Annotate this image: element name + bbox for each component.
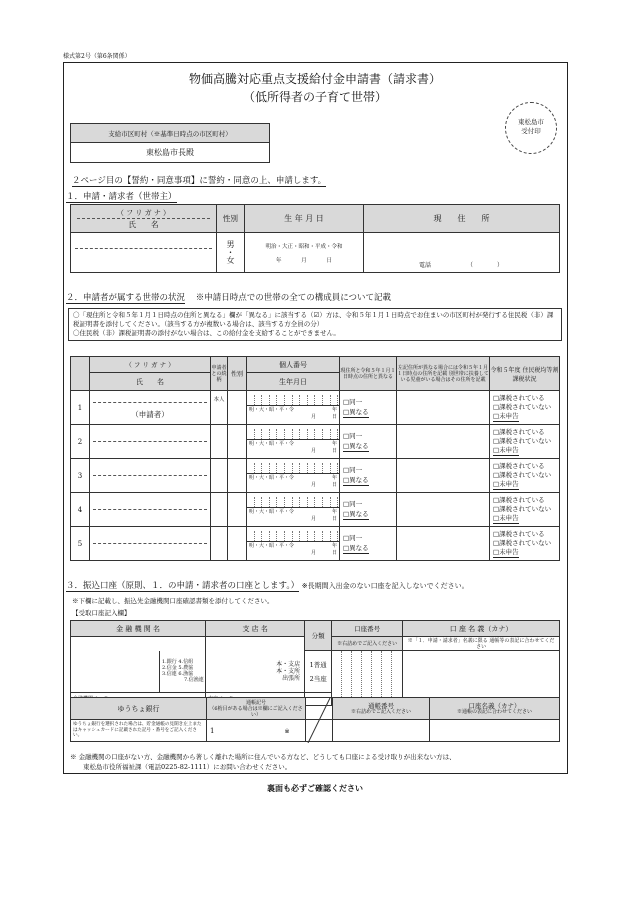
pledge-text: ２ページ目の【誓約・同意事項】に誓約・同意の上、申請します。 (72, 176, 327, 186)
taxed-checkbox[interactable]: □ 課税されている (493, 428, 559, 437)
furigana-header: （ フ リ ガ ナ ） (77, 208, 210, 219)
addr-detail-cell[interactable] (397, 527, 490, 561)
relation-cell[interactable] (211, 459, 228, 493)
yucho-table (70, 697, 560, 742)
relation-cell[interactable] (211, 527, 228, 561)
branch-name-header: 支 店 名 (206, 621, 305, 637)
member-gender-cell[interactable] (228, 425, 247, 459)
address-cell[interactable] (364, 233, 560, 273)
undeclared-checkbox[interactable]: □ 未申告 (493, 446, 519, 456)
footer-note2: 東松島市役所福祉課（電話0225-82-1111）にお問い合わせください。 (83, 763, 292, 771)
holder2-input[interactable] (430, 720, 560, 742)
yucho-note: ゆうちょ銀行を選択された場合は、貯金通帳の見開き左上またはキャッシュカードに記載された記号・番号をご記入ください。 (71, 720, 207, 742)
member-name-cell[interactable] (90, 527, 211, 561)
h-addr-diff: 現住所と令和５年１月１日時点の住所と異なる (340, 357, 397, 391)
addr-diff-cell[interactable] (340, 459, 397, 493)
same-checkbox[interactable]: □ 同一 (343, 533, 396, 543)
taxed-checkbox[interactable]: □ 課税されている (493, 462, 559, 471)
passbook-symbol-header: 通帳記号 （6桁目がある場合は※欄にご記入ください） (207, 698, 306, 720)
applicant-name-cell[interactable] (71, 233, 217, 273)
not-taxed-checkbox[interactable]: □ 課税されていない (493, 539, 559, 548)
household-row (71, 425, 560, 459)
same-checkbox[interactable]: □ 同一 (343, 465, 396, 475)
not-taxed-checkbox[interactable]: □ 課税されていない (493, 505, 559, 514)
holder-note: ※「１．申請・請求者」名義に限る 通帳等の表記に合わせてください (403, 637, 560, 651)
row-number: 3 (71, 459, 90, 493)
account-box-label: 【受取口座記入欄】 (72, 609, 131, 617)
form-number: 様式第2号（第6条関係） (63, 53, 131, 60)
mynumber-dob-cell[interactable]: 明・大・昭・平・令 年 月 日 (247, 527, 340, 561)
different-checkbox[interactable]: □ 異なる (343, 543, 369, 554)
municipality-box (70, 123, 270, 163)
tax-status-cell[interactable] (490, 493, 560, 527)
section2-heading: ２．申請者が属する世帯の状況 (66, 293, 186, 303)
different-checkbox[interactable]: □ 異なる (343, 509, 369, 520)
row-number: 2 (71, 425, 90, 459)
note1: 〇「現住所と令和５年１月１日時点の住所と異なる」欄が「異なる」に該当する（☑）方は、令和５年１月１日時点でお住まいの市区町村が発行する住民税（非）課税証明書を添付してください。（該当する方が複数いる場合は、該当する方全員の分） (73, 311, 554, 328)
household-row (71, 527, 560, 561)
footer-notes (70, 752, 562, 772)
passbook-number-input[interactable] (333, 720, 430, 742)
addr-detail-cell[interactable] (397, 425, 490, 459)
row-number: 1 (71, 391, 90, 425)
same-checkbox[interactable]: □ 同一 (343, 397, 396, 407)
h-relation: 申請者との続柄 (211, 357, 228, 391)
phone-paren: （ ） (466, 262, 503, 269)
relation-cell[interactable]: 本人 (211, 391, 228, 425)
address-header: 現 住 所 (364, 205, 560, 233)
row-number: 4 (71, 493, 90, 527)
footer-note1: ※ 金融機関の口座がない方、金融機関から著しく離れた場所に住んでいる方など、どうしても口座による受け取りが出来ない方は、 (70, 753, 456, 761)
h-addr-detail: 左記住所が異なる場合には令和５年１月１日時点の住所を記載 別世帯に扶養している児童がいる場合はその住所を記載 (397, 357, 490, 391)
form-title: 物価高騰対応重点支援給付金申請書（請求書） (188, 72, 441, 86)
taxed-checkbox[interactable]: □ 課税されている (493, 496, 559, 505)
relation-cell[interactable] (211, 493, 228, 527)
member-name-cell[interactable] (90, 425, 211, 459)
back-notice: 裏面も必ずご確認ください (267, 783, 363, 793)
addr-diff-cell[interactable] (340, 527, 397, 561)
account-no-note: ※右詰めでご記入ください (332, 637, 403, 651)
undeclared-checkbox[interactable]: □ 未申告 (493, 412, 519, 422)
mynumber-dob-cell[interactable]: 明・大・昭・平・令 年 月 日 (247, 425, 340, 459)
holder-header: 口 座 名 義（カナ） (403, 621, 560, 637)
h-gender: 性別 (228, 357, 247, 391)
addr-diff-cell[interactable] (340, 425, 397, 459)
household-table (70, 356, 560, 561)
row-number: 5 (71, 527, 90, 561)
addr-diff-cell[interactable] (340, 391, 397, 425)
phone-label: 電話 (419, 262, 432, 269)
bank-name-input[interactable] (71, 651, 160, 693)
mynumber-dob-cell[interactable]: 明・大・昭・平・令 年 月 日 (247, 459, 340, 493)
not-taxed-checkbox[interactable]: □ 課税されていない (493, 403, 559, 412)
form-subtitle: （低所得者の子育て世帯） (242, 90, 387, 104)
reception-stamp: 東松島市 受付印 (505, 102, 557, 154)
tax-status-cell[interactable] (490, 459, 560, 493)
addr-detail-cell[interactable] (397, 391, 490, 425)
municipality-label: 支給市区町村（※基準日時点の市区町村） (71, 124, 270, 143)
gender-header: 性別 (217, 205, 245, 233)
section3-heading-note: ※長期間入出金のない口座を記入しないでください。 (301, 582, 469, 590)
different-checkbox[interactable]: □ 異なる (343, 407, 369, 418)
bank-type-options[interactable]: 1.銀行 4.信組 2.信金 5.農協 3.信連 6.漁協 7.信漁連 (160, 651, 206, 693)
h-name: 氏 名 (90, 373, 211, 391)
member-gender-cell[interactable] (228, 459, 247, 493)
account-no-header: 口座番号 (332, 621, 403, 637)
household-row (71, 391, 560, 425)
relation-cell[interactable] (211, 425, 228, 459)
section3-instruction: ※下欄に記載し、振込先金融機関口座確認書類を添付してください。 (72, 597, 274, 605)
branch-type-options[interactable]: 本・支店 本・支所 出張所 (206, 651, 305, 693)
member-name-cell[interactable] (90, 459, 211, 493)
taxed-checkbox[interactable]: □ 課税されている (493, 394, 559, 403)
undeclared-checkbox[interactable]: □ 未申告 (493, 514, 519, 524)
passbook-number-header: 通帳番号 ※右詰めでご記入ください (333, 698, 430, 720)
different-checkbox[interactable]: □ 異なる (343, 475, 369, 486)
undeclared-checkbox[interactable]: □ 未申告 (493, 480, 519, 490)
addr-detail-cell[interactable] (397, 459, 490, 493)
tax-status-cell[interactable] (490, 391, 560, 425)
section1-heading: １．申請・請求者（世帯主） (66, 192, 177, 202)
member-name-cell[interactable] (90, 493, 211, 527)
name-header: 氏 名 (128, 219, 159, 229)
gender-cell[interactable]: 男 ・ 女 (217, 233, 245, 273)
member-gender-cell[interactable] (228, 493, 247, 527)
h-tax: 令和５年度 住民税均等割課税状況 (490, 357, 560, 391)
section2-heading-row (66, 291, 391, 303)
passbook-symbol-input[interactable]: 1 ※ (207, 720, 306, 742)
h-mynumber: 個人番号 (247, 357, 340, 373)
different-checkbox[interactable]: □ 異なる (343, 441, 369, 452)
member-gender-cell[interactable] (228, 527, 247, 561)
bank-table (70, 620, 560, 706)
mynumber-dob-cell[interactable]: 明・大・昭・平・令 年 月 日 (247, 493, 340, 527)
not-taxed-checkbox[interactable]: □ 課税されていない (493, 437, 559, 446)
household-row (71, 459, 560, 493)
member-name-cell[interactable]: （申請者） (90, 391, 211, 425)
slash-cell (306, 698, 333, 720)
note2: 〇住民税（非）課税証明書の添付がない場合は、この給付金を支給することができません。 (73, 329, 340, 337)
dob-cell[interactable]: 明治・大正・昭和・平成・令和 年 月 日 (245, 233, 364, 273)
municipality-value: 東松島市長殿 (71, 143, 270, 163)
addr-detail-cell[interactable] (397, 493, 490, 527)
not-taxed-checkbox[interactable]: □ 課税されていない (493, 471, 559, 480)
section2-subheading: ※申請日時点での世帯の全ての構成員について記載 (195, 293, 392, 303)
account-type-options[interactable]: 1普通 2当座 (305, 651, 332, 693)
mynumber-dob-cell[interactable]: 明・大・昭・平・令 年 月 日 (247, 391, 340, 425)
addr-diff-cell[interactable] (340, 493, 397, 527)
type-header: 分類 (305, 621, 332, 651)
holder2-header: 口座名義（カナ） ※通帳の表記に合わせてください (430, 698, 560, 720)
bank-name-header: 金 融 機 関 名 (71, 621, 206, 637)
household-row (71, 493, 560, 527)
tax-status-cell[interactable] (490, 527, 560, 561)
section3-heading: ３．振込口座（原則、１．の申請・請求者の口座とします。） (66, 581, 300, 591)
h-dob: 生年月日 (247, 373, 340, 391)
applicant-table (70, 204, 560, 273)
same-checkbox[interactable]: □ 同一 (343, 499, 396, 509)
h-furigana: （ フ リ ガ ナ ） (90, 357, 211, 373)
taxed-checkbox[interactable]: □ 課税されている (493, 530, 559, 539)
same-checkbox[interactable]: □ 同一 (343, 431, 396, 441)
tax-status-cell[interactable] (490, 425, 560, 459)
dob-header: 生 年 月 日 (245, 205, 364, 233)
undeclared-checkbox[interactable]: □ 未申告 (493, 548, 519, 558)
member-gender-cell[interactable] (228, 391, 247, 425)
section2-notes (68, 308, 562, 341)
yucho-header: ゆうちょ銀行 (71, 698, 207, 720)
section3-heading-row (66, 579, 469, 591)
